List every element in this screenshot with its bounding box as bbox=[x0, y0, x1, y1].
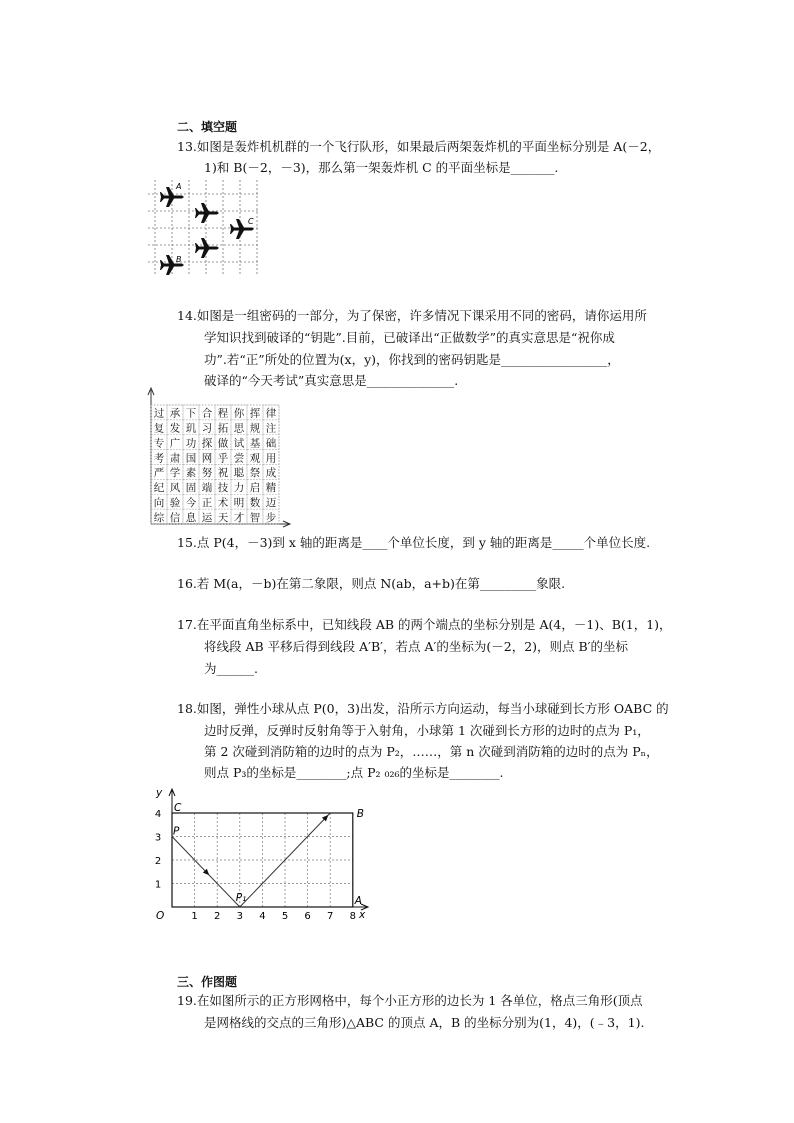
y-tick-label: 2 bbox=[154, 856, 162, 867]
cipher-char: 过 bbox=[153, 407, 165, 420]
cipher-char: 严 bbox=[153, 467, 165, 480]
cipher-char: 程 bbox=[217, 407, 229, 420]
cipher-char: 综 bbox=[153, 511, 165, 524]
q15-text: 15.点 P(4，－3)到 x 轴的距离是____个单位长度，到 y 轴的距离是_____个单位长度. bbox=[177, 535, 651, 550]
label-b: B bbox=[176, 255, 182, 264]
tick-labels bbox=[155, 809, 356, 922]
cipher-char: 习 bbox=[201, 422, 213, 435]
section-title-fill-in: 二、填空题 bbox=[177, 120, 238, 134]
cipher-char: 拓 bbox=[217, 422, 229, 435]
point-a-label: A bbox=[354, 895, 362, 907]
cipher-char: 启 bbox=[249, 482, 261, 495]
x-tick-label: 3 bbox=[236, 911, 243, 922]
cipher-char: 运 bbox=[201, 511, 213, 524]
y-tick-label: 4 bbox=[154, 809, 162, 820]
cipher-char: 下 bbox=[185, 407, 197, 420]
cipher-char: 复 bbox=[153, 422, 165, 435]
cipher-char: 试 bbox=[233, 437, 245, 450]
x-tick-label: 7 bbox=[327, 911, 334, 922]
cipher-char: 广 bbox=[169, 437, 181, 450]
cipher-char: 努 bbox=[201, 467, 213, 480]
cipher-char: 迈 bbox=[265, 496, 277, 509]
cipher-char: 观 bbox=[249, 452, 261, 465]
cipher-char: 祭 bbox=[249, 467, 261, 480]
cipher-char: 注 bbox=[265, 422, 277, 435]
q14-line4: 破译的“今天考试”真实意思是______________. bbox=[204, 373, 459, 388]
chart-grid bbox=[172, 813, 353, 907]
q16-text: 16.若 M(a，－b)在第二象限，则点 N(ab，a+b)在第_________象限. bbox=[177, 576, 566, 591]
cipher-char: 做 bbox=[217, 437, 229, 450]
cipher-char: 术 bbox=[217, 496, 229, 509]
cipher-char: 合 bbox=[201, 407, 213, 420]
ball-path bbox=[172, 813, 330, 907]
cipher-char: 承 bbox=[169, 407, 181, 420]
q17-line1: 17.在平面直角坐标系中，已知线段 AB 的两个端点的坐标分别是 A(4，－1)、B(1，1)， bbox=[177, 617, 672, 632]
q14-line2: 学知识找到破译的“钥匙”.目前，已破译出“正做数学”的真实意思是“祝你成 bbox=[204, 330, 615, 345]
cipher-char: 网 bbox=[201, 452, 213, 465]
label-a: A bbox=[176, 182, 182, 191]
point-p1-label: P₁ bbox=[235, 892, 247, 904]
plane-icon bbox=[195, 238, 219, 258]
cipher-char: 考 bbox=[153, 452, 165, 465]
cipher-char: 天 bbox=[217, 511, 229, 524]
cipher-char: 今 bbox=[185, 496, 197, 509]
q18-line1: 18.如图，弹性小球从点 P(0，3)出发，沿所示方向运动，每当小球碰到长方形 OABC 的 bbox=[177, 701, 669, 716]
cipher-char: 学 bbox=[169, 467, 181, 480]
cipher-char: 精 bbox=[265, 482, 277, 495]
cipher-char: 你 bbox=[233, 407, 245, 420]
origin-label: O bbox=[156, 910, 165, 922]
cipher-char: 挥 bbox=[249, 407, 261, 420]
cipher-char: 才 bbox=[233, 511, 245, 524]
x-axis-label: x bbox=[359, 909, 366, 921]
q14-line1: 14.如图是一组密码的一部分，为了保密，许多情况下课采用不同的密码，请你运用所 bbox=[177, 308, 647, 323]
cipher-char: 肃 bbox=[169, 452, 181, 465]
cipher-char: 步 bbox=[265, 511, 277, 524]
cipher-char: 基 bbox=[249, 437, 261, 450]
cipher-char: 律 bbox=[265, 407, 277, 420]
point-labels bbox=[155, 787, 366, 922]
cipher-char: 玑 bbox=[185, 422, 197, 435]
y-axis-label: y bbox=[156, 787, 163, 799]
cipher-char: 素 bbox=[185, 467, 197, 480]
label-c: C bbox=[248, 217, 254, 226]
y-tick-label: 1 bbox=[154, 879, 162, 891]
cipher-char: 祝 bbox=[217, 467, 229, 480]
chart-axes bbox=[169, 789, 368, 910]
q18-line2: 边时反弹，反弹时反射角等于入射角，小球第 1 次碰到长方形的边时的点为 P₁， bbox=[204, 723, 650, 738]
x-tick-label: 5 bbox=[281, 911, 289, 922]
q13-line2: 1)和 B(－2，－3)，那么第一架轰炸机 C 的平面坐标是_______. bbox=[204, 160, 559, 175]
cipher-grid-figure bbox=[143, 385, 293, 530]
y-tick-label: 3 bbox=[154, 832, 162, 844]
q19-line2: 是网格线的交点的三角形)△ABC 的顶点 A，B 的坐标分别为(1，4)，(﹣3，1). bbox=[204, 1015, 645, 1030]
cipher-char: 息 bbox=[185, 511, 197, 524]
x-tick-label: 4 bbox=[259, 911, 266, 922]
cipher-char: 技 bbox=[217, 482, 229, 495]
cipher-cells bbox=[151, 405, 279, 524]
q18-line4: 则点 P₃的坐标是________;点 P₂ ₀₂₆的坐标是________. bbox=[204, 765, 504, 780]
point-c-label: C bbox=[174, 802, 182, 814]
bounce-chart bbox=[150, 786, 375, 922]
cipher-char: 数 bbox=[249, 496, 261, 509]
cipher-char: 专 bbox=[153, 437, 165, 450]
cipher-char: 成 bbox=[265, 467, 277, 480]
section-title-drawing: 三、作图题 bbox=[177, 975, 238, 989]
cipher-char: 发 bbox=[169, 422, 181, 435]
q19-line1: 19.在如图所示的正方形网格中，每个小正方形的边长为 1 各单位，格点三角形(顶点 bbox=[177, 993, 643, 1008]
cipher-char: 探 bbox=[201, 437, 213, 450]
cipher-char: 智 bbox=[249, 511, 261, 524]
cipher-char: 固 bbox=[185, 482, 197, 495]
q14-line3: 功”.若“正”所处的位置为(x，y)，你找到的密码钥匙是_________________， bbox=[204, 352, 620, 367]
cipher-char: 用 bbox=[265, 452, 277, 465]
x-tick-label: 8 bbox=[349, 911, 356, 922]
cipher-char: 明 bbox=[233, 496, 245, 509]
bomber-formation-figure bbox=[148, 180, 268, 280]
cipher-char: 风 bbox=[169, 482, 181, 495]
cipher-char: 聪 bbox=[233, 467, 245, 480]
point-b-label: B bbox=[356, 808, 365, 820]
cipher-char: 验 bbox=[169, 496, 181, 509]
q17-line3: 为______. bbox=[204, 661, 258, 676]
x-tick-label: 2 bbox=[214, 911, 221, 922]
cipher-char: 信 bbox=[169, 511, 181, 524]
q18-line3: 第 2 次碰到消防箱的边时的点为 P₂，……，第 n 次碰到消防箱的边时的点为 Pₙ， bbox=[204, 744, 659, 759]
x-tick-label: 6 bbox=[304, 911, 311, 922]
q17-line2: 将线段 AB 平移后得到线段 A′B′，若点 A′的坐标为(－2，2)，则点 B′的坐标 bbox=[204, 639, 629, 654]
plane-icon bbox=[195, 203, 219, 223]
cipher-char: 国 bbox=[185, 452, 197, 465]
cipher-char: 端 bbox=[201, 482, 213, 495]
cipher-char: 础 bbox=[265, 437, 277, 450]
cipher-char: 正 bbox=[201, 496, 213, 509]
x-tick-label: 1 bbox=[191, 911, 198, 922]
point-p-label: P bbox=[173, 825, 180, 838]
cipher-char: 尝 bbox=[233, 452, 245, 465]
cipher-char: 向 bbox=[153, 496, 165, 509]
cipher-char: 功 bbox=[185, 437, 197, 450]
cipher-char: 规 bbox=[249, 422, 261, 435]
cipher-char: 乎 bbox=[217, 452, 229, 465]
cipher-char: 纪 bbox=[153, 482, 165, 495]
cipher-char: 思 bbox=[233, 422, 245, 435]
q13-line1: 13.如图是轰炸机机群的一个飞行队形，如果最后两架轰炸机的平面坐标分别是 A(－2， bbox=[177, 139, 661, 154]
cipher-char: 力 bbox=[233, 482, 245, 495]
